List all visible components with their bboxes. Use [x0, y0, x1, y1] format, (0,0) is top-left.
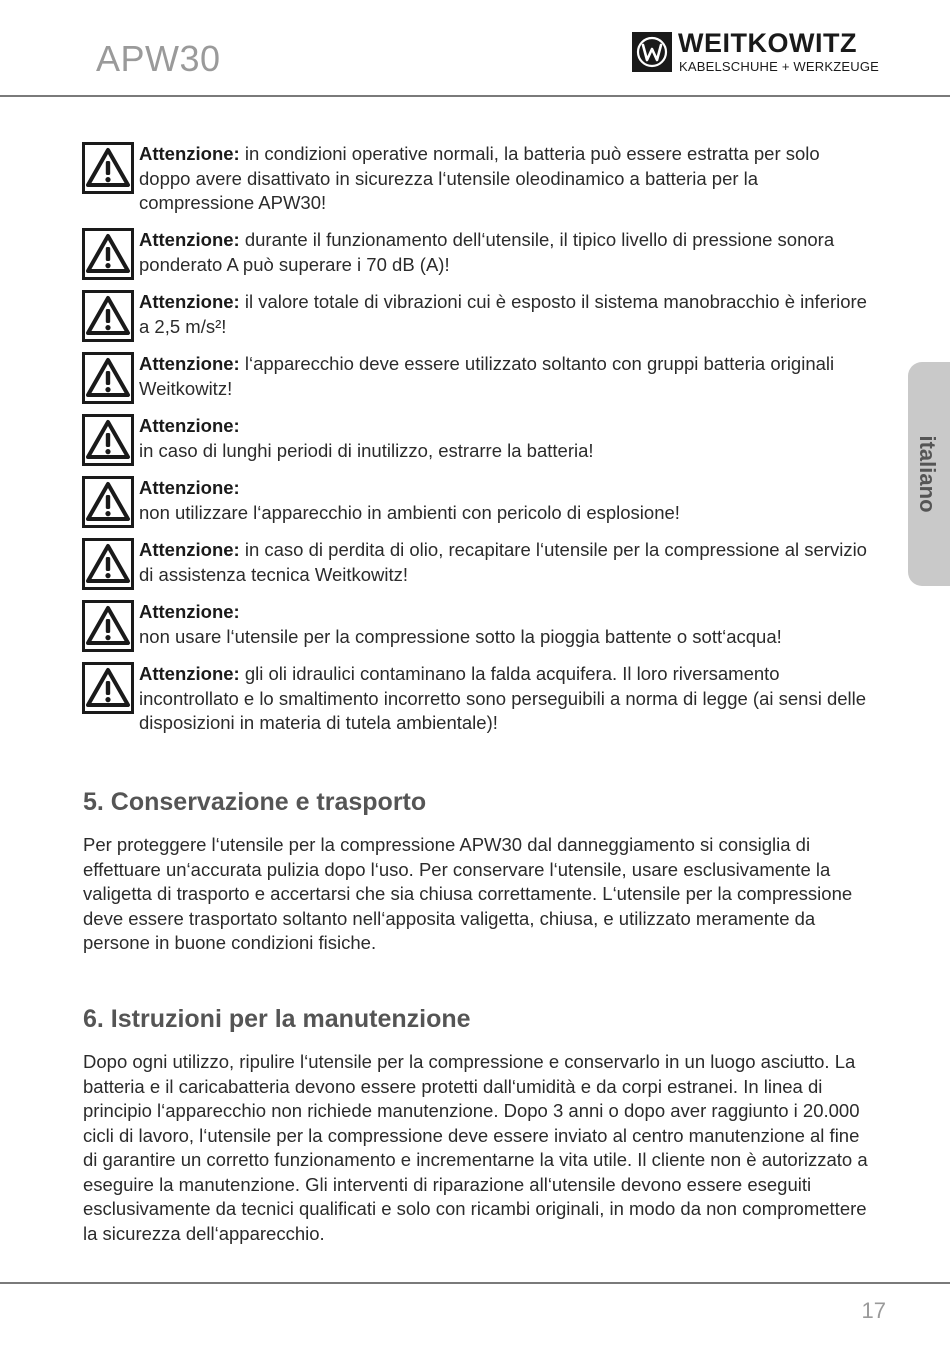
warning-label: Attenzione:	[139, 291, 240, 312]
warning-item	[82, 414, 872, 476]
logo-emblem-icon	[632, 32, 672, 72]
warning-item	[82, 600, 872, 662]
warning-item	[82, 142, 872, 228]
warning-text: in caso di perdita di olio, recapitare l‘utensile per la compressione al servizio di assistenza tecnica Weitkowitz!	[139, 539, 867, 585]
warning-text: non utilizzare l‘apparecchio in ambienti con pericolo di esplosione!	[139, 501, 680, 523]
section-heading: 5. Conservazione e trasporto	[83, 788, 427, 816]
warning-label: Attenzione:	[139, 539, 240, 560]
section-body: Per proteggere l‘utensile per la compressione APW30 dal danneggiamento si consiglia di effettuare un‘accurata pulizia dopo l‘uso. Per conservare l‘utensile, usare esclusivamente la valigetta di trasporto e accertarsi che sia chiusa correttamente. L‘utensile per la compressione deve essere trasportato soltanto nell‘apposita valigetta, chiusa, e utilizzato meramente da persone in buone condizioni fisiche.	[83, 834, 853, 953]
warning-triangle-icon	[82, 352, 134, 404]
warning-text: il valore totale di vibrazioni cui è esposto il sistema manobracchio è inferiore a 2,5 m/s²!	[139, 291, 867, 337]
warning-triangle-icon	[82, 538, 134, 590]
warning-triangle-icon	[82, 476, 134, 528]
section-heading: 6. Istruzioni per la manutenzione	[83, 1005, 471, 1033]
warning-triangle-icon	[82, 228, 134, 280]
section-body: Dopo ogni utilizzo, ripulire l‘utensile per la compressione e conservarlo in un luogo asciutto. La batteria e il caricabatteria devono essere protetti dall‘umidità e da corpi estranei. In linea di principio l‘apparecchio non richiede manutenzione. Dopo 3 anni o dopo aver raggiunto i 20.000 cicli di lavoro, l‘utensile per la compressione deve essere inviato al centro manutenzione al fine di garantire un corretto funzionamento e incrementarne la vita utile. Il cliente non è autorizzato a eseguire la manutenzione. Gli interventi di riparazione all‘utensile devono essere eseguiti esclusivamente da tecnici qualificati e solo con ricambi originali, in modo da non compromettere la sicurezza dell‘apparecchio.	[83, 1051, 868, 1244]
header-divider	[0, 95, 950, 97]
page-number: 17	[861, 1298, 886, 1323]
warning-text: gli oli idraulici contaminano la falda acquifera. Il loro riversamento incontrollato e lo smaltimento incorretto sono perseguibili a norma di legge (ai sensi delle disposizioni in materia di tutela ambientale)!	[139, 663, 867, 733]
warning-text: non usare l‘utensile per la compressione sotto la pioggia battente o sott‘acqua!	[139, 625, 782, 647]
warning-label: Attenzione:	[139, 353, 240, 374]
warning-label: Attenzione:	[139, 143, 240, 164]
warning-text: l‘apparecchio deve essere utilizzato soltanto con gruppi batteria originali Weitkowitz!	[139, 353, 835, 399]
warning-triangle-icon	[82, 600, 134, 652]
warning-list	[82, 142, 872, 748]
warning-label: Attenzione:	[139, 415, 240, 436]
warning-item	[82, 228, 872, 290]
logo-name: WEITKOWITZ	[678, 28, 857, 58]
warning-item	[82, 290, 872, 352]
section-storage-transport	[83, 788, 873, 956]
warning-item	[82, 538, 872, 600]
language-tab-label: italiano	[915, 435, 940, 513]
warning-item	[82, 662, 872, 748]
warning-item	[82, 352, 872, 414]
brand-logo	[632, 28, 916, 76]
warning-text: durante il funzionamento dell‘utensile, il tipico livello di pressione sonora ponderato A può superare i 70 dB (A)!	[139, 229, 835, 275]
warning-text: in caso di lunghi periodi di inutilizzo, estrarre la batteria!	[139, 439, 594, 461]
warning-item	[82, 476, 872, 538]
warning-label: Attenzione:	[139, 477, 240, 498]
section-maintenance	[83, 1005, 873, 1246]
warning-label: Attenzione:	[139, 601, 240, 622]
warning-triangle-icon	[82, 142, 134, 194]
warning-label: Attenzione:	[139, 229, 240, 250]
footer-divider	[0, 1282, 950, 1284]
warning-label: Attenzione:	[139, 663, 240, 684]
warning-triangle-icon	[82, 662, 134, 714]
warning-triangle-icon	[82, 414, 134, 466]
document-title: APW30	[96, 38, 221, 79]
warning-text: in condizioni operative normali, la batteria può essere estratta per solo doppo avere disattivato in sicurezza l‘utensile oleodinamico a batteria per la compressione APW30!	[139, 143, 820, 213]
warning-triangle-icon	[82, 290, 134, 342]
logo-tagline: KABELSCHUHE + WERKZEUGE	[679, 59, 880, 74]
